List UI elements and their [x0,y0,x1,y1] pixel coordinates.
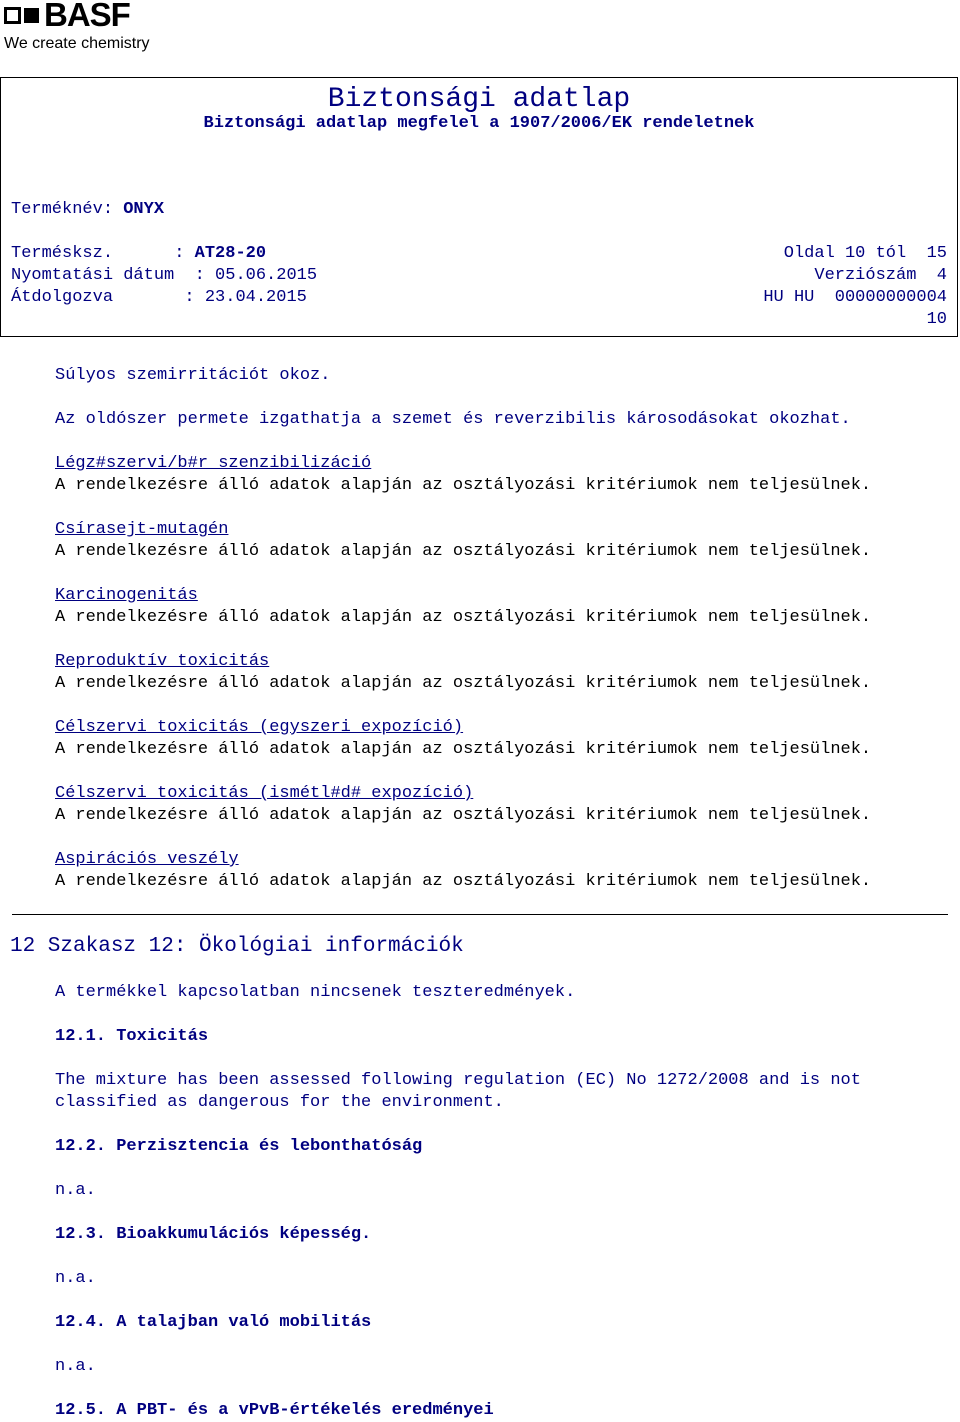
revised-row [11,288,307,307]
reproductive-toxicity-heading: Reproduktív toxicitás [55,652,270,671]
stot-repeated-heading: Célszervi toxicitás (ismétl#d# expozíció) [55,784,474,803]
logo-square-outline-icon [4,7,21,24]
solvent-mist-text: Az oldószer permete izgathatja a szemet és reverzibilis károsodásokat okozhat. [55,410,851,429]
germ-cell-text: A rendelkezésre álló adatok alapján az osztályozási kritériumok nem teljesülnek. [55,542,872,561]
version-info: Verziószám 4 [814,266,947,285]
code-info: HU HU 00000000004 [763,288,947,307]
document-subtitle: Biztonsági adatlap megfelel a 1907/2006/EK rendeletnek [203,114,755,133]
toxicity-text-line2: classified as dangerous for the environment. [55,1093,504,1112]
section-12-intro: A termékkel kapcsolatban nincsenek teszteredmények. [55,983,576,1002]
logo-slogan: We create chemistry [4,35,150,52]
product-no-label: Termésksz. : [11,244,195,263]
soil-mobility-heading: 12.4. A talajban való mobilitás [55,1313,372,1332]
product-name: ONYX [123,200,165,219]
resp-sensitization-text: A rendelkezésre álló adatok alapján az osztályozási kritériumok nem teljesülnek. [55,476,872,495]
carcinogenicity-heading: Karcinogenitás [55,586,198,605]
aspiration-text: A rendelkezésre álló adatok alapján az osztályozási kritériumok nem teljesülnek. [55,872,872,891]
section-12-heading: 12 Szakasz 12: Ökológiai információk [10,935,464,958]
reproductive-toxicity-text: A rendelkezésre álló adatok alapján az osztályozási kritériumok nem teljesülnek. [55,674,872,693]
print-date-row [11,266,317,285]
logo-wordmark: BASF [44,0,130,33]
persistence-text: n.a. [55,1181,96,1200]
revised-label: Átdolgozva : [11,288,205,307]
bioaccumulation-text: n.a. [55,1269,96,1288]
aspiration-heading: Aspirációs veszély [55,850,239,869]
toxicity-text-line1: The mixture has been assessed following regulation (EC) No 1272/2008 and is not [55,1071,861,1090]
logo-square-solid-icon [24,8,39,23]
bioaccumulation-heading: 12.3. Bioakkumulációs képesség. [55,1225,372,1244]
eye-irritation-text: Súlyos szemirritációt okoz. [55,366,331,385]
code-suffix: 10 [926,310,947,329]
stot-single-text: A rendelkezésre álló adatok alapján az osztályozási kritériumok nem teljesülnek. [55,740,872,759]
carcinogenicity-text: A rendelkezésre álló adatok alapján az osztályozási kritériumok nem teljesülnek. [55,608,872,627]
product-no-row [11,244,266,263]
germ-cell-heading: Csírasejt-mutagén [55,520,229,539]
product-name-row [11,200,164,219]
pbt-assessment-heading: 12.5. A PBT- és a vPvB-értékelés eredményei [55,1401,494,1420]
product-name-label: Terméknév: [11,200,124,219]
print-date-label: Nyomtatási dátum : [11,266,216,285]
toxicity-heading: 12.1. Toxicitás [55,1027,209,1046]
document-header [0,77,958,337]
product-no: AT28-20 [194,244,267,263]
soil-mobility-text: n.a. [55,1357,96,1376]
document-title: Biztonsági adatlap [327,84,631,115]
revised-date: 23.04.2015 [204,288,307,307]
page-info: Oldal 10 tól 15 [783,244,947,263]
section-divider [12,914,948,915]
stot-repeated-text: A rendelkezésre álló adatok alapján az osztályozási kritériumok nem teljesülnek. [55,806,872,825]
basf-logo [4,0,194,60]
resp-sensitization-heading: Légz#szervi/b#r szenzibilizáció [55,454,372,473]
persistence-heading: 12.2. Perzisztencia és lebonthatóság [55,1137,423,1156]
stot-single-heading: Célszervi toxicitás (egyszeri expozíció) [55,718,464,737]
print-date: 05.06.2015 [215,266,318,285]
